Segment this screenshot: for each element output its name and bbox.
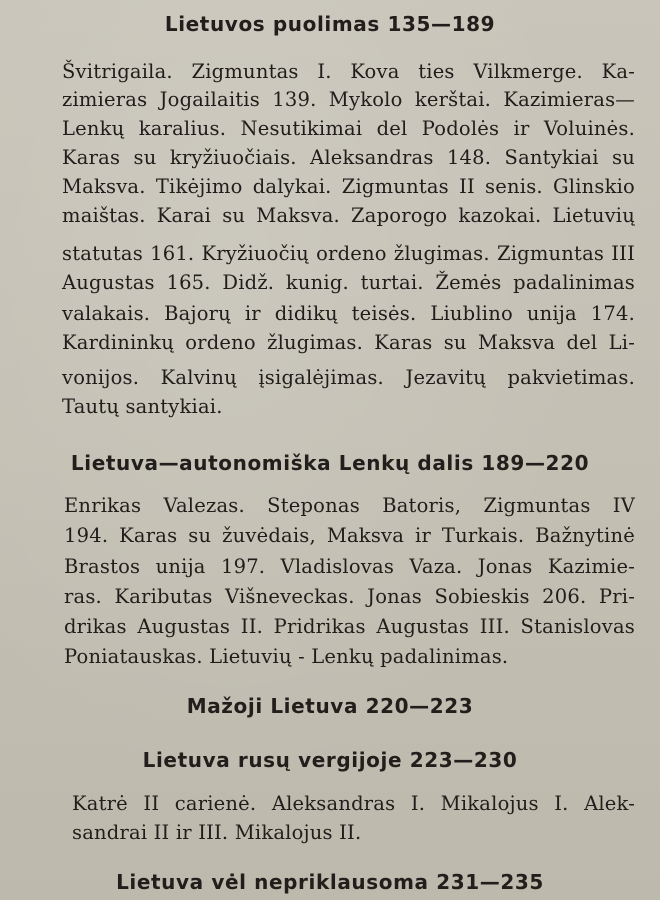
paragraph-line: Enrikas Valezas. Steponas Batoris, Zigmuntas IV — [64, 494, 635, 517]
paragraph-line: Poniatauskas. Lietuvių - Lenkų padalinimas. — [64, 645, 509, 668]
paragraph-line: maištas. Karai su Maksva. Zaporogo kazokai. Lietuvių — [62, 204, 635, 227]
paragraph-line: Katrė II carienė. Aleksandras I. Mikalojus I. Alek- — [72, 792, 635, 815]
paragraph-line: vonijos. Kalvinų įsigalėjimas. Jezavitų pakvietimas. — [62, 366, 635, 389]
paragraph-line: zimieras Jogailaitis 139. Mykolo kerštai. Kazimieras— — [62, 88, 635, 111]
paragraph-line: statutas 161. Kryžiuočių ordeno žlugimas. Zigmuntas III — [62, 242, 635, 265]
paragraph-line: valakais. Bajorų ir didikų teisės. Liublino unija 174. — [62, 302, 635, 325]
paragraph-line: Švitrigaila. Zigmuntas I. Kova ties Vilkmerge. Ka- — [62, 60, 635, 83]
paragraph-line: drikas Augustas II. Pridrikas Augustas III. Stanislovas — [64, 615, 635, 638]
paragraph-line: 194. Karas su žuvėdais, Maksva ir Turkais. Bažnytinė — [64, 524, 635, 547]
section-heading-lietuva-rusu-vergijoje: Lietuva rusų vergijoje 223—230 — [142, 748, 518, 772]
paragraph-line: Karas su kryžiuočiais. Aleksandras 148. Santykiai su — [62, 146, 635, 169]
paragraph-line: Kardininkų ordeno žlugimas. Karas su Maksva del Li- — [62, 331, 635, 354]
paragraph-line: Tautų santykiai. — [62, 395, 223, 418]
paragraph-line: Maksva. Tikėjimo dalykai. Zigmuntas II senis. Glinskio — [62, 175, 635, 198]
section-heading-lietuva-vel-nepriklausoma: Lietuva vėl nepriklausoma 231—235 — [116, 870, 544, 894]
paragraph-line: Augustas 165. Didž. kunig. turtai. Žemės padalinimas — [62, 271, 635, 294]
paragraph-line: Brastos unija 197. Vladislovas Vaza. Jonas Kazimie- — [64, 555, 635, 578]
section-heading-mazoji-lietuva: Mažoji Lietuva 220—223 — [186, 694, 474, 718]
paragraph-line: sandrai II ir III. Mikalojus II. — [72, 821, 362, 844]
paragraph-line: Lenkų karalius. Nesutikimai del Podolės ir Voluinės. — [62, 117, 635, 140]
section-heading-lietuvos-puolimas: Lietuvos puolimas 135—189 — [164, 12, 496, 36]
section-heading-lietuva-autonomiska: Lietuva—autonomiška Lenkų dalis 189—220 — [70, 451, 590, 475]
paragraph-line: ras. Kaributas Višneveckas. Jonas Sobieskis 206. Pri- — [64, 585, 635, 608]
